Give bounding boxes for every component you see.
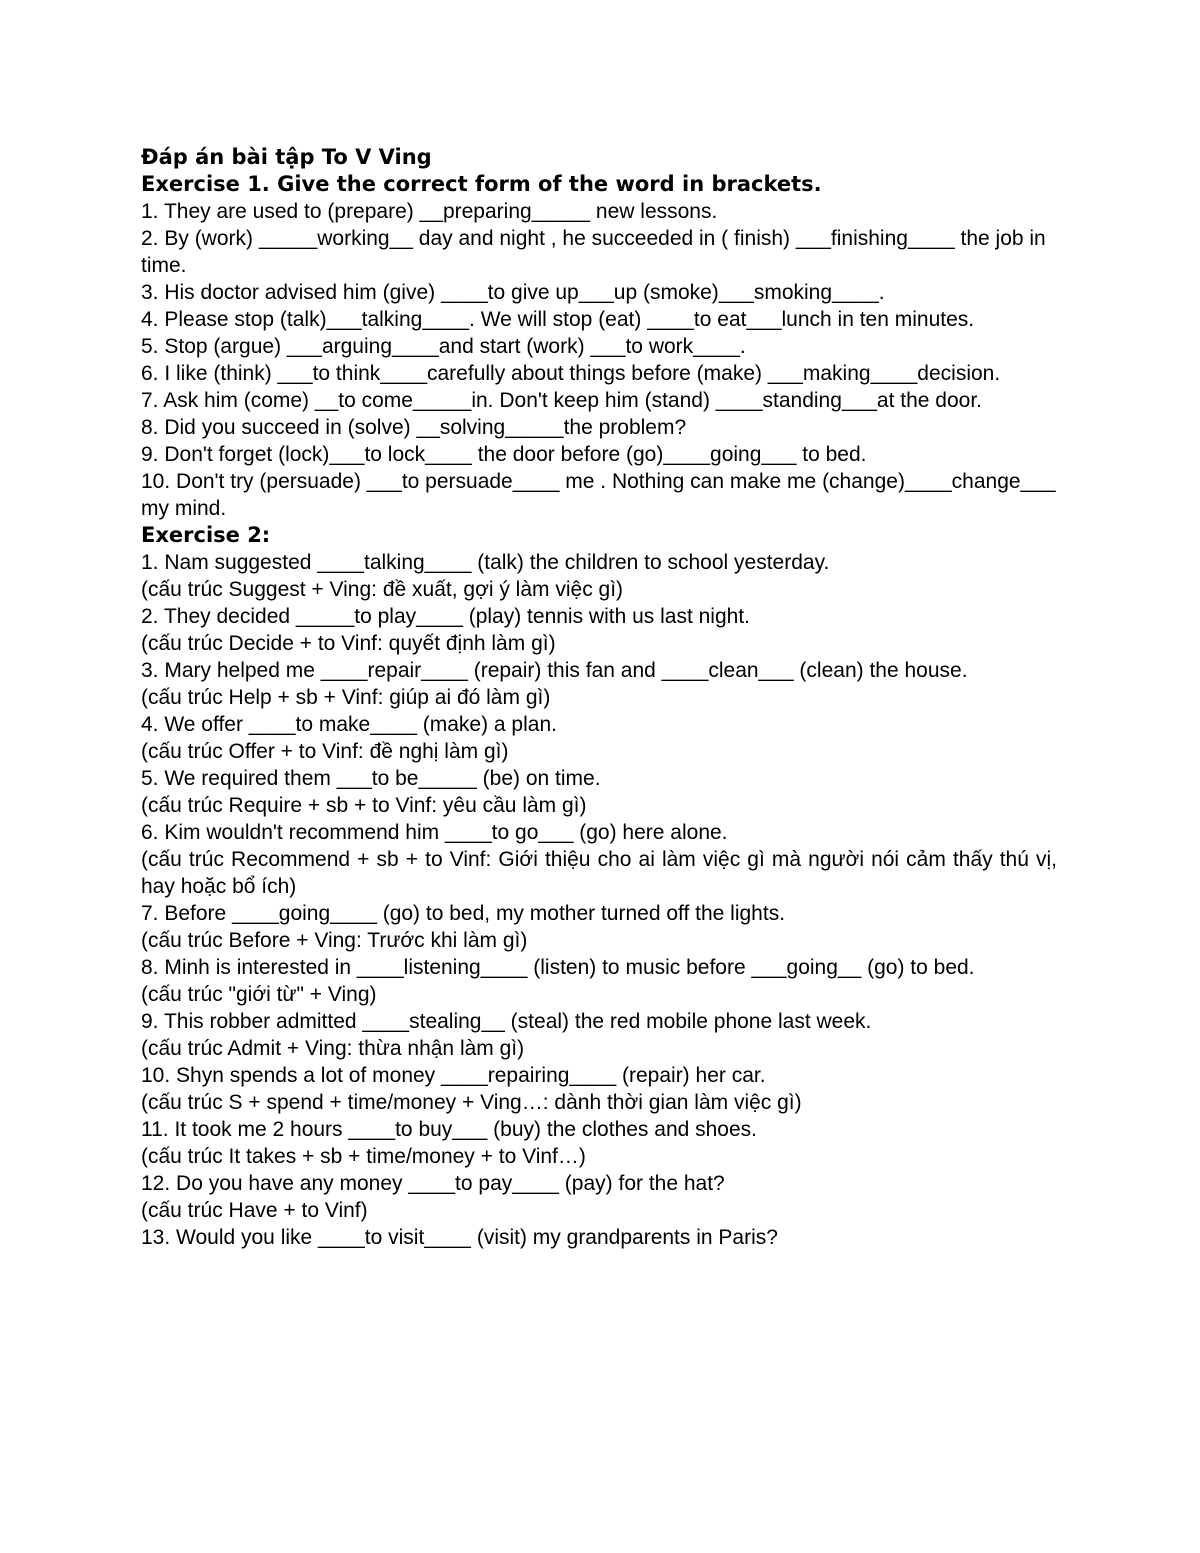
document-page — [141, 144, 1057, 1251]
exercise-2-note-4: (cấu trúc Offer + to Vinf: đề nghị làm gì) — [141, 740, 509, 763]
exercise-2-note-2: (cấu trúc Decide + to Vinf: quyết định làm gì) — [141, 632, 556, 655]
exercise-2-item-2: 2. They decided _____to play____ (play) tennis with us last night. — [141, 605, 750, 628]
exercise-1-item-3: 3. His doctor advised him (give) ____to give up___up (smoke)___smoking____. — [141, 281, 885, 304]
exercise-1-item-2: 2. By (work) _____working__ day and night , he succeeded in ( finish) ___finishing____ the job in time. — [141, 227, 1046, 277]
document-title: Đáp án bài tập To V Ving — [141, 145, 432, 169]
exercise-1-item-10: 10. Don't try (persuade) ___to persuade____ me . Nothing can make me (change)____change___ my mind. — [141, 470, 1056, 520]
exercise-1-item-5: 5. Stop (argue) ___arguing____and start (work) ___to work____. — [141, 335, 746, 358]
exercise-2-note-10: (cấu trúc S + spend + time/money + Ving…: dành thời gian làm việc gì) — [141, 1091, 802, 1114]
exercise-1-item-9: 9. Don't forget (lock)___to lock____ the door before (go)____going___ to bed. — [141, 443, 867, 466]
exercise-2-item-11: 11. It took me 2 hours ____to buy___ (buy) the clothes and shoes. — [141, 1118, 758, 1141]
exercise-2-note-8: (cấu trúc "giới từ" + Ving) — [141, 983, 377, 1006]
exercise-2-note-6: (cấu trúc Recommend + sb + to Vinf: Giới thiệu cho ai làm việc gì mà người nói cảm thấy thú vị, hay hoặc bổ ích) — [141, 848, 1057, 898]
exercise-2-note-7: (cấu trúc Before + Ving: Trước khi làm gì) — [141, 929, 528, 952]
exercise-2-heading: Exercise 2: — [141, 523, 271, 547]
exercise-2-item-9: 9. This robber admitted ____stealing__ (steal) the red mobile phone last week. — [141, 1010, 872, 1033]
exercise-1-item-1: 1. They are used to (prepare) __preparing_____ new lessons. — [141, 200, 718, 223]
exercise-2-item-7: 7. Before ____going____ (go) to bed, my mother turned off the lights. — [141, 902, 786, 925]
exercise-2-note-5: (cấu trúc Require + sb + to Vinf: yêu cầu làm gì) — [141, 794, 587, 817]
exercise-2-item-10: 10. Shyn spends a lot of money ____repairing____ (repair) her car. — [141, 1064, 766, 1087]
exercise-2-item-5: 5. We required them ___to be_____ (be) on time. — [141, 767, 601, 790]
exercise-1-item-7: 7. Ask him (come) __to come_____in. Don't keep him (stand) ____standing___at the door. — [141, 389, 983, 412]
exercise-2-item-4: 4. We offer ____to make____ (make) a plan. — [141, 713, 557, 736]
exercise-2-note-9: (cấu trúc Admit + Ving: thừa nhận làm gì) — [141, 1037, 525, 1060]
exercise-2-note-1: (cấu trúc Suggest + Ving: đề xuất, gợi ý làm việc gì) — [141, 578, 624, 601]
exercise-1-item-8: 8. Did you succeed in (solve) __solving_____the problem? — [141, 416, 687, 439]
exercise-2-item-12: 12. Do you have any money ____to pay____ (pay) for the hat? — [141, 1172, 725, 1195]
exercise-1-item-6: 6. I like (think) ___to think____carefully about things before (make) ___making____decision. — [141, 362, 1001, 385]
exercise-2-item-6: 6. Kim wouldn't recommend him ____to go___ (go) here alone. — [141, 821, 728, 844]
exercise-1-item-4: 4. Please stop (talk)___talking____. We will stop (eat) ____to eat___lunch in ten minutes. — [141, 308, 975, 331]
exercise-2-note-11: (cấu trúc It takes + sb + time/money + to Vinf…) — [141, 1145, 586, 1168]
exercise-1-heading: Exercise 1. Give the correct form of the word in brackets. — [141, 172, 822, 196]
exercise-2-note-3: (cấu trúc Help + sb + Vinf: giúp ai đó làm gì) — [141, 686, 551, 709]
exercise-2-note-12: (cấu trúc Have + to Vinf) — [141, 1199, 368, 1222]
exercise-2-item-1: 1. Nam suggested ____talking____ (talk) the children to school yesterday. — [141, 551, 830, 574]
exercise-2-item-8: 8. Minh is interested in ____listening____ (listen) to music before ___going__ (go) to bed. — [141, 956, 975, 979]
exercise-2-item-13: 13. Would you like ____to visit____ (visit) my grandparents in Paris? — [141, 1226, 778, 1249]
exercise-2-item-3: 3. Mary helped me ____repair____ (repair) this fan and ____clean___ (clean) the house. — [141, 659, 968, 682]
